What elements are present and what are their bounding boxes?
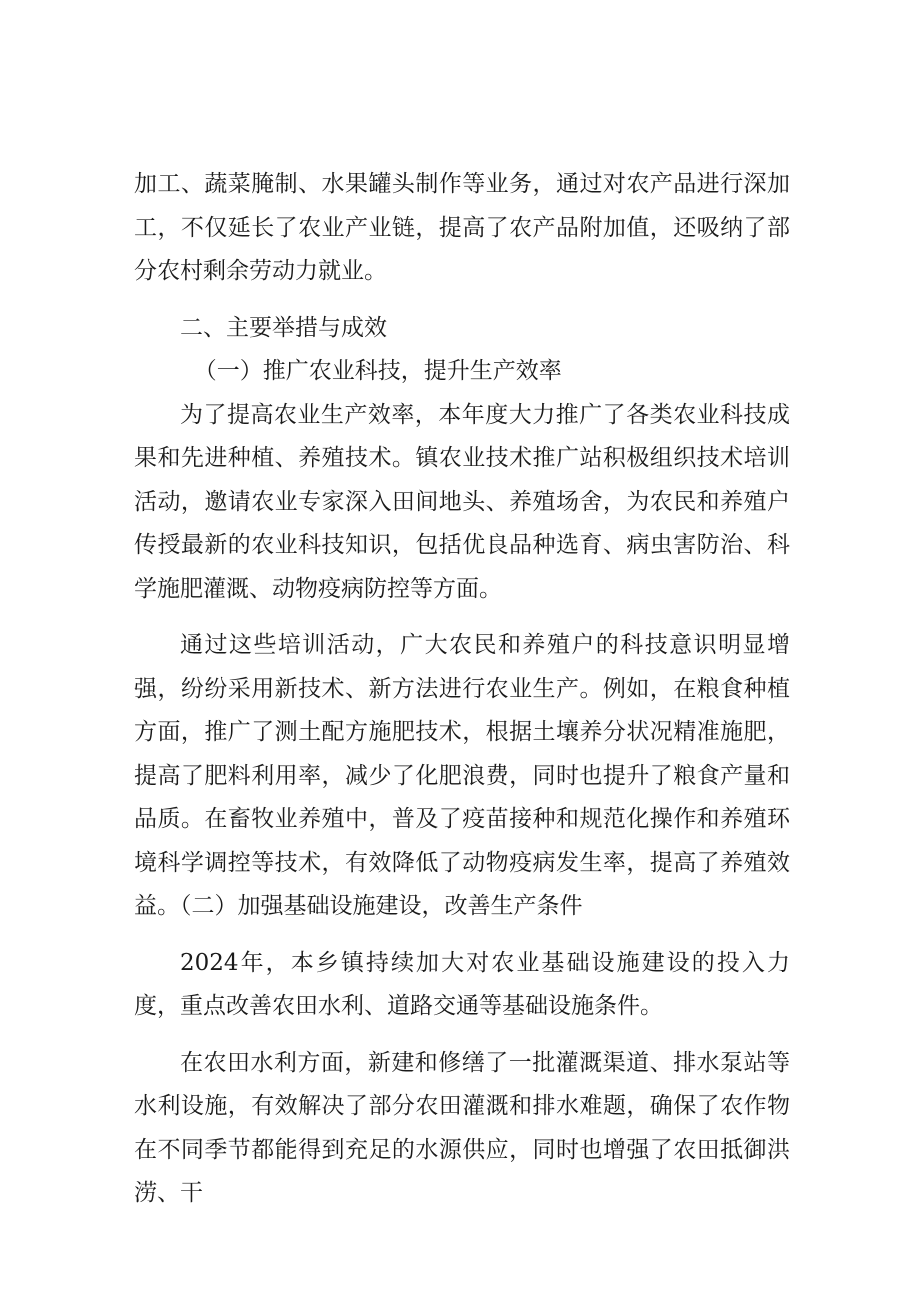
paragraph-tech-promotion: 为了提高农业生产效率，本年度大力推广了各类农业科技成果和先进种植、养殖技术。镇农业技术推广站积极组织技术培训活动，邀请农业专家深入田间地头、养殖场舍，为农民和养殖户传授最新的农业科技知识，包括优良品种选育、病虫害防治、科学施肥灌溉、动物疫病防控等方面。 bbox=[134, 401, 790, 602]
section-heading: 二、主要举措与成效 bbox=[180, 314, 387, 341]
paragraph-continuation: 加工、蔬菜腌制、水果罐头制作等业务，通过对农产品进行深加工，不仅延长了农业产业链，提高了农产品附加值，还吸纳了部分农村剩余劳动力就业。 bbox=[134, 171, 790, 284]
document-body bbox=[134, 163, 790, 1216]
paragraph-training-results: 通过这些培训活动，广大农民和养殖户的科技意识明显增强，纷纷采用新技术、新方法进行农业生产。例如，在粮食种植方面，推广了测土配方施肥技术，根据土壤养分状况精准施肥，提高了肥料利用率，减少了化肥浪费，同时也提升了粮食产量和品质。在畜牧业养殖中，普及了疫苗接种和规范化操作和养殖环境科学调控等技术，有效降低了动物疫病发生率，提高了养殖效益。（二）加强基础设施建设，改善生产条件 bbox=[134, 632, 790, 919]
paragraph-infrastructure: 2024年，本乡镇持续加大对农业基础设施建设的投入力度，重点改善农田水利、道路交通等基础设施条件。 bbox=[134, 949, 790, 1019]
subsection-heading: （一）推广农业科技，提升生产效率 bbox=[193, 358, 562, 384]
paragraph-irrigation: 在农田水利方面，新建和修缮了一批灌溉渠道、排水泵站等水利设施，有效解决了部分农田灌溉和排水难题，确保了农作物在不同季节都能得到充足的水源供应，同时也增强了农田抵御洪涝、干 bbox=[134, 1049, 790, 1206]
